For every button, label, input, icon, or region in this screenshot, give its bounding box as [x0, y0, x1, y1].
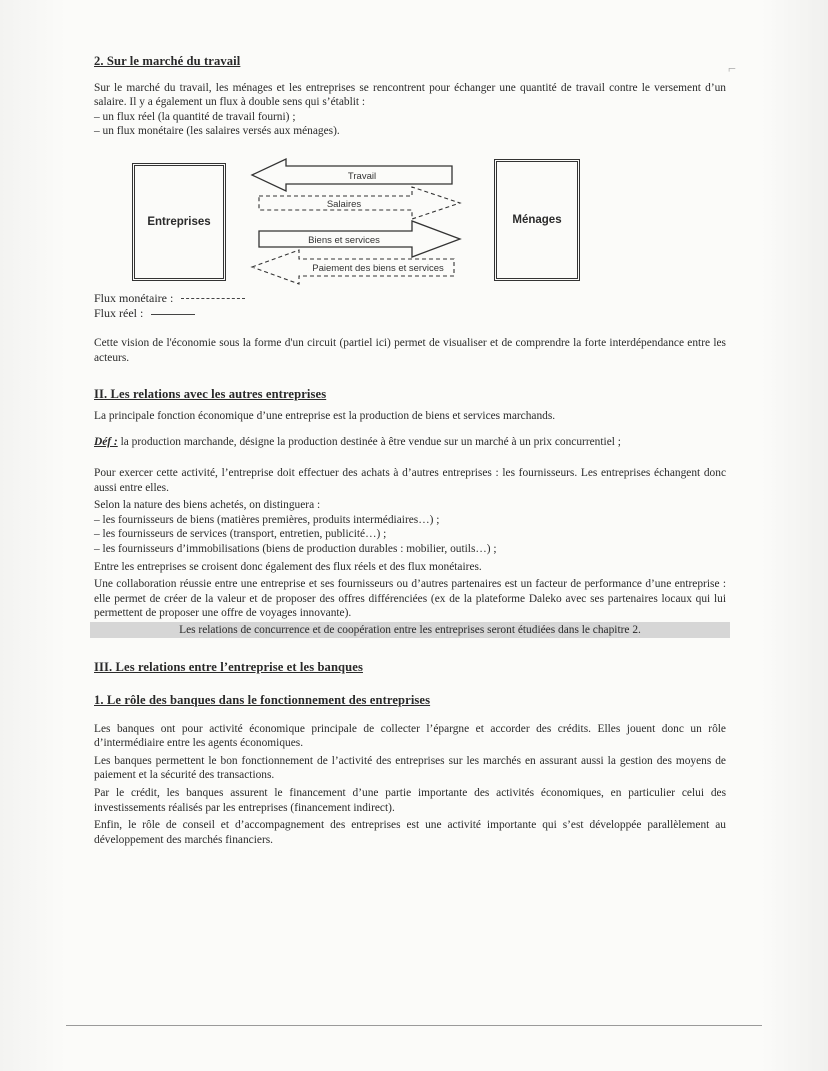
section-ii-heading: II. Les relations avec les autres entreprises [94, 387, 327, 402]
suppliers-bullet-assets: – les fournisseurs d’immobilisations (biens de production durables : mobilier, outils…) ; [94, 542, 497, 555]
section-ii-suppliers-paragraph: Pour exercer cette activité, l’entreprise doit effectuer des achats à d’autres entreprises : les fournisseurs. Les entreprises échangent donc aussi entre elles. [94, 466, 726, 494]
section-2-heading: 2. Sur le marché du travail [94, 54, 241, 68]
flow-arrows [94, 149, 726, 289]
arrow-biens-services-label: Biens et services [308, 234, 380, 246]
banks-paragraph-2: Les banques permettent le bon fonctionnement de l’activité des entreprises sur les marchés en assurant aussi la gestion des moyens de paiement et la sécurité des transactions. [94, 754, 726, 782]
section-ii-nature-paragraph: Selon la nature des biens achetés, on distinguera : [94, 499, 321, 512]
section-ii-flows-paragraph: Entre les entreprises se croisent donc également des flux réels et des flux monétaires. [94, 560, 482, 573]
definition-term: Déf : [94, 436, 118, 449]
suppliers-bullet-services: – les fournisseurs de services (transport, entretien, publicité…) ; [94, 528, 387, 541]
banks-paragraph-4: Enfin, le rôle de conseil et d’accompagnement des entreprises est une activité importante qui s’est développée parallèlement au développement des marchés financiers. [94, 819, 726, 846]
flow-diagram [94, 149, 726, 289]
section-2-bullet-monetary: – un flux monétaire (les salaires versés aux ménages). [94, 125, 340, 138]
document-content [94, 54, 726, 847]
section-2-bullet-real: – un flux réel (la quantité de travail fourni) ; [94, 110, 296, 123]
definition-text: la production marchande, désigne la production destinée à être vendue sur un marché à un prix concurrentiel ; [117, 436, 621, 449]
legend-real-label: Flux réel : [94, 306, 144, 321]
section-ii-collaboration-paragraph: Une collaboration réussie entre une entreprise et ses fournisseurs ou d’autres partenaires est un facteur de performance d’une entreprise : elle permet de créer de la valeur et de proposer des offres différenciées (ex de la plateforme Daleko avec ses partenaires locaux qui lui permettent de proposer une offre de voyages innovante). [94, 578, 726, 620]
entreprises-box: Entreprises [132, 163, 226, 281]
section-iii-1-heading: 1. Le rôle des banques dans le fonctionnement des entreprises [94, 693, 431, 708]
section-ii-definition [94, 435, 726, 450]
chapter-2-note: Les relations de concurrence et de coopération entre les entreprises seront étudiées dans le chapitre 2. [90, 622, 730, 639]
banks-paragraph-1: Les banques ont pour activité économique principale de collecter l’épargne et accorder des crédits. Elles jouent donc un rôle d’intermédiaire entre les agents économiques. [94, 722, 726, 750]
legend-monetary-label: Flux monétaire : [94, 290, 174, 305]
menages-box: Ménages [494, 159, 580, 281]
banks-paragraph-3: Par le crédit, les banques assurent le financement d’une partie importante des activités économiques, en particulier celui des investissements réalisés par les entreprises (financement indirect). [94, 787, 726, 814]
corner-mark-decoration: ⌐ [728, 62, 736, 77]
section-ii-intro: La principale fonction économique d’une entreprise est la production de biens et services marchands. [94, 409, 556, 422]
page-bottom-rule [66, 1025, 762, 1026]
section-iii-heading: III. Les relations entre l’entreprise et les banques [94, 660, 363, 675]
arrow-paiement-label: Paiement des biens et services [312, 262, 444, 274]
circuit-paragraph: Cette vision de l'économie sous la forme d'un circuit (partiel ici) permet de visualiser et de comprendre la forte interdépendance entre les acteurs. [94, 336, 726, 364]
legend-dashed-line [181, 298, 245, 299]
legend-solid-line [151, 314, 195, 315]
section-2-paragraph: Sur le marché du travail, les ménages et les entreprises se rencontrent pour échanger une quantité de travail contre le versement d’un salaire. Il y a également un flux à double sens qui s’établit : [94, 81, 726, 109]
arrow-travail-label: Travail [347, 170, 377, 182]
suppliers-bullet-goods: – les fournisseurs de biens (matières premières, produits intermédiaires…) ; [94, 513, 440, 526]
arrow-salaires-label: Salaires [326, 198, 362, 210]
diagram-legend [94, 291, 726, 322]
